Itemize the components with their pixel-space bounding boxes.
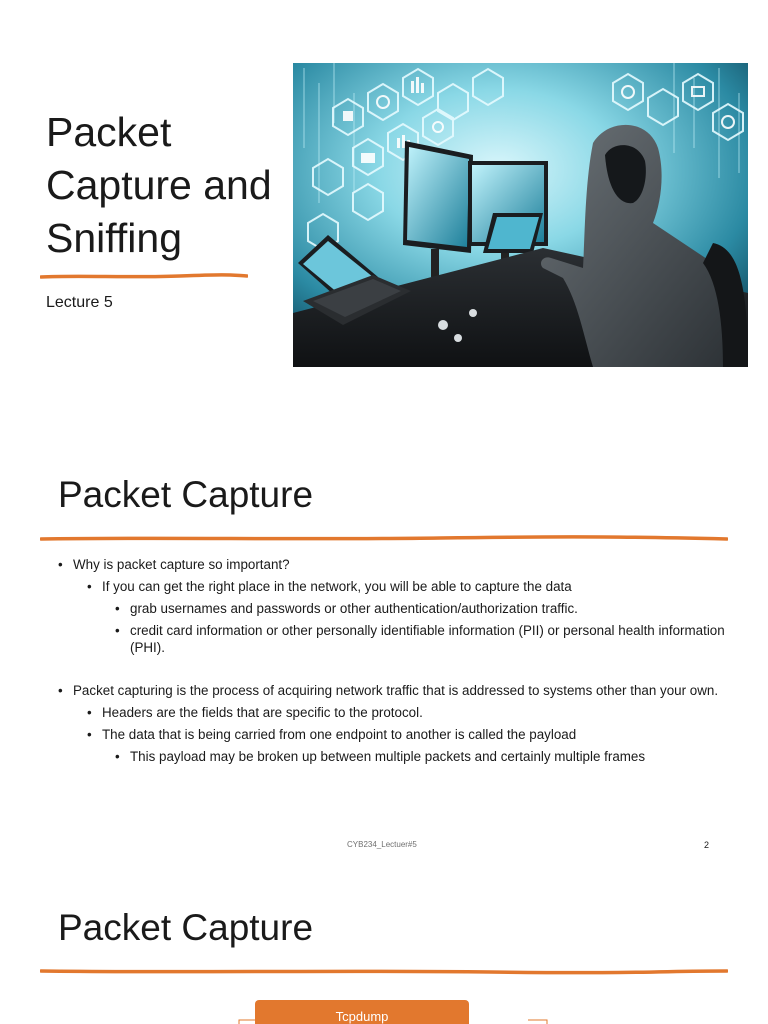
bullet-item: • Why is packet capture so important?	[58, 556, 728, 573]
slide-2-title-underline	[40, 534, 728, 542]
title-underline	[40, 272, 248, 280]
slide-2-bullet-list	[58, 556, 728, 770]
title-line-2: Capture and	[46, 162, 272, 208]
slide-3-title: Packet Capture	[58, 907, 314, 948]
bullet-item: • credit card information or other personally identifiable information (PII) or personal health information (PHI).	[115, 622, 728, 656]
title-line-1: Packet	[46, 109, 172, 155]
bullet-item: • If you can get the right place in the network, you will be able to capture the data	[87, 578, 728, 595]
slide-page-number: 2	[704, 840, 710, 850]
bullet-item: • The data that is being carried from one endpoint to another is called the payload	[87, 726, 728, 743]
slide-3-title-underline	[40, 967, 728, 975]
tcpdump-box: Tcpdump	[255, 1000, 469, 1024]
bullet-item: • This payload may be broken up between multiple packets and certainly multiple frames	[115, 748, 728, 765]
slide-footer-text: CYB234_Lectuer#5	[347, 840, 417, 849]
bullet-item: • Headers are the fields that are specific to the protocol.	[87, 704, 728, 721]
slide-2-title: Packet Capture	[58, 474, 314, 515]
title-line-3: Sniffing	[46, 215, 183, 261]
bullet-item: • grab usernames and passwords or other authentication/authorization traffic.	[115, 600, 728, 617]
slide-1-subtitle: Lecture 5	[46, 294, 113, 311]
hacker-workstation-image	[293, 63, 748, 367]
slide-1-title	[46, 106, 296, 265]
bullet-item: • Packet capturing is the process of acquiring network traffic that is addressed to systems other than your own.	[58, 682, 728, 699]
bullet-spacer	[58, 661, 728, 682]
